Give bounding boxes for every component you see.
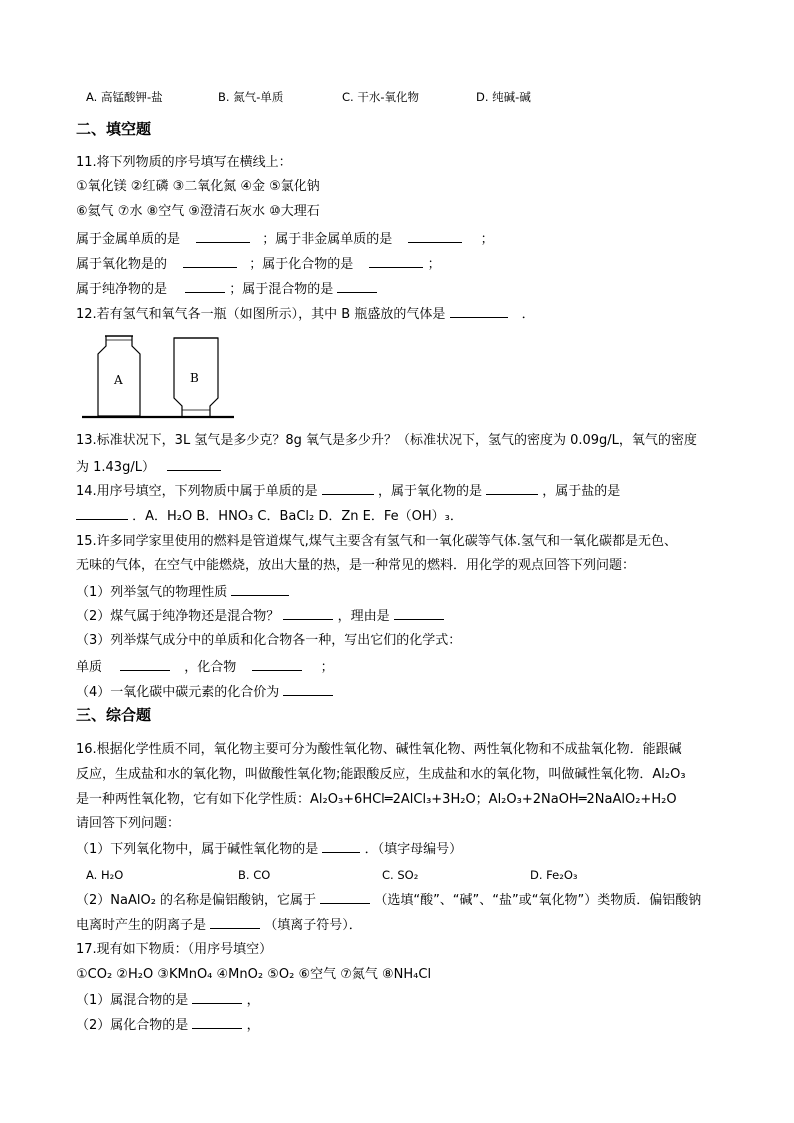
q15-sub1-blank[interactable] [231, 583, 289, 596]
q11-mixture-blank[interactable] [337, 280, 377, 293]
q15-sub2 [76, 607, 444, 626]
q16-option-a: A. H₂O [86, 868, 124, 882]
q16-option-d: D. Fe₂O₃ [530, 868, 578, 882]
q15-sub3: （3）列举煤气成分中的单质和化合物各一种，写出它们的化学式： [76, 633, 462, 648]
q16-sub1-hint: ．（填字母编号） [364, 842, 463, 857]
q11-compound-label: ；属于化合物的是 [249, 257, 354, 272]
q16-sub1 [76, 840, 462, 859]
q15-compound-blank[interactable] [252, 658, 302, 671]
q11-mixture-label: ；属于混合物的是 [229, 282, 334, 297]
q14-part1: 14.用序号填空，下列物质中属于单质的是 [76, 484, 318, 499]
q14-part3: ，属于盐的是 [542, 484, 621, 499]
q11-compound-blank[interactable] [369, 255, 423, 268]
q11-metal-label: 属于金属单质的是 [76, 232, 181, 247]
q11-oxide-label: 属于氧化物是的 [76, 257, 168, 272]
q11-pure-blank[interactable] [185, 280, 225, 293]
q16-line2: 反应，生成盐和水的氧化物，叫做酸性氧化物;能跟酸反应，生成盐和水的氧化物，叫做碱性氧化物．Al₂O₃ [76, 767, 686, 782]
q16-line3: 是一种两性氧化物，它有如下化学性质：Al₂O₃+6HCl═2AlCl₃+3H₂O；Al₂O₃+2NaOH═2NaAlO₂+H₂O [76, 792, 677, 807]
q15-sub2-blank[interactable] [283, 607, 333, 620]
q14-blank-single[interactable] [322, 482, 374, 495]
q13-line2-text: 为 1.43g/L） [76, 460, 155, 475]
q11-oxide-blank[interactable] [183, 255, 237, 268]
q14-options: ．A．H₂O B．HNO₃ C．BaCl₂ D．Zn E．Fe（OH）₃． [132, 509, 463, 524]
q16-sub2-blank-class[interactable] [320, 891, 370, 904]
q11-line-oxide [76, 255, 441, 274]
q17-stem: 17.现有如下物质：（用序号填空） [76, 942, 273, 957]
q12-blank[interactable] [450, 305, 508, 318]
q15-line1: 15.许多同学家里使用的燃料是管道煤气,煤气主要含有氢气和一氧化碳等气体.氢气和一氧化碳都是无色、 [76, 534, 677, 549]
q15-sub2-reason-blank[interactable] [394, 607, 444, 620]
q15-single-label: 单质 [76, 660, 103, 675]
q17-sub2-blank[interactable] [192, 1016, 242, 1029]
q11-nonmetal-blank[interactable] [408, 230, 462, 243]
q15-sub4-blank[interactable] [283, 683, 333, 696]
q15-sub2-text: （2）煤气属于纯净物还是混合物？ [76, 609, 280, 624]
q15-sub1-text: （1）列举氢气的物理性质 [76, 585, 228, 600]
q16-option-b: B. CO [238, 868, 271, 882]
q16-sub2-anion-text: 电离时产生的阴离子是 [76, 918, 207, 933]
q17-sub1-blank[interactable] [192, 991, 242, 1004]
q11-semicolon-1: ； [480, 232, 494, 247]
q10-option-d: D. 纯碱-碱 [476, 90, 531, 104]
q11-nonmetal-label: ；属于非金属单质的是 [262, 232, 393, 247]
q12-end: ． [521, 307, 535, 322]
q16-sub2-text: （2）NaAlO₂ 的名称是偏铝酸钠，它属于 [76, 893, 317, 908]
q11-row1: ①氧化镁 ②红磷 ③二氧化氮 ④金 ⑤氯化钠 [76, 179, 320, 194]
section-title-fill-in: 二、填空题 [76, 120, 152, 138]
q15-sub4-text: （4）一氧化碳中碳元素的化合价为 [76, 685, 280, 700]
q11-pure-label: 属于纯净物的是 [76, 282, 168, 297]
q15-single-blank[interactable] [120, 658, 170, 671]
q15-sub2-reason: ，理由是 [337, 609, 390, 624]
q17-sub1 [76, 991, 260, 1010]
q11-metal-blank[interactable] [196, 230, 250, 243]
q16-sub2-anion-hint: （填离子符号）． [264, 918, 362, 933]
q10-option-c: C. 干水-氧化物 [342, 90, 419, 104]
q11-line-metal [76, 230, 494, 249]
q15-sub3-answers [76, 658, 334, 677]
q13-blank[interactable] [167, 458, 221, 471]
q16-sub1-blank[interactable] [322, 840, 360, 853]
q16-sub2-hint: （选填“酸”、“碱”、“盐”或“氧化物”）类物质．偏铝酸钠 [374, 893, 702, 908]
q14-blank-oxide[interactable] [486, 482, 538, 495]
q16-sub2-blank-anion[interactable] [210, 916, 260, 929]
q10-option-a: A. 高锰酸钾-盐 [86, 90, 163, 104]
q17-sub2-comma: ， [246, 1018, 260, 1033]
q11-stem: 11.将下列物质的序号填写在横线上： [76, 155, 292, 170]
q16-option-c: C. SO₂ [382, 868, 419, 882]
q14-line1 [76, 482, 620, 501]
bottle-a [98, 336, 140, 416]
q17-sub1-text: （1）属混合物的是 [76, 993, 189, 1008]
bottle-a-label: A [114, 373, 123, 387]
q13-line1: 13.标准状况下，3L 氢气是多少克？8g 氧气是多少升？（标准状况下，氢气的密度为 0.09g/L，氧气的密度 [76, 433, 697, 448]
section-title-comprehensive: 三、综合题 [76, 706, 152, 724]
q15-compound-label: ，化合物 [184, 660, 237, 675]
q11-semicolon-2: ； [427, 257, 441, 272]
q16-line1: 16.根据化学性质不同，氧化物主要可分为酸性氧化物、碱性氧化物、两性氧化物和不成盐氧化物．能跟碱 [76, 742, 682, 757]
gas-bottles-figure [76, 332, 236, 424]
q14-line2 [76, 507, 463, 526]
q17-sub2 [76, 1016, 260, 1035]
q11-row2: ⑥氦气 ⑦水 ⑧空气 ⑨澄清石灰水 ⑩大理石 [76, 204, 320, 219]
q13-line2 [76, 458, 221, 477]
bottle-b [174, 338, 218, 416]
q16-line4: 请回答下列问题： [76, 816, 181, 831]
q17-sub1-comma: ， [246, 993, 260, 1008]
bottle-b-label: B [190, 371, 199, 385]
q17-items: ①CO₂ ②H₂O ③KMnO₄ ④MnO₂ ⑤O₂ ⑥空气 ⑦氮气 ⑧NH₄Cl [76, 967, 432, 982]
q12-stem: 12.若有氢气和氧气各一瓶（如图所示），其中 B 瓶盛放的气体是 [76, 307, 446, 322]
q11-line-pure [76, 280, 377, 299]
q15-sub4 [76, 683, 333, 702]
q16-sub2-line2 [76, 916, 362, 935]
q16-sub2-line1 [76, 891, 701, 910]
q14-part2: ，属于氧化物的是 [377, 484, 482, 499]
q15-sub1 [76, 583, 289, 602]
q12-stem-line [76, 305, 535, 324]
q15-semicolon: ； [320, 660, 334, 675]
q14-blank-salt[interactable] [76, 507, 128, 520]
q10-option-b: B. 氮气-单质 [218, 90, 284, 104]
q15-line2: 无味的气体，在空气中能燃烧，放出大量的热，是一种常见的燃料．用化学的观点回答下列问题： [76, 558, 636, 573]
q16-sub1-text: （1）下列氧化物中，属于碱性氧化物的是 [76, 842, 319, 857]
q17-sub2-text: （2）属化合物的是 [76, 1018, 189, 1033]
